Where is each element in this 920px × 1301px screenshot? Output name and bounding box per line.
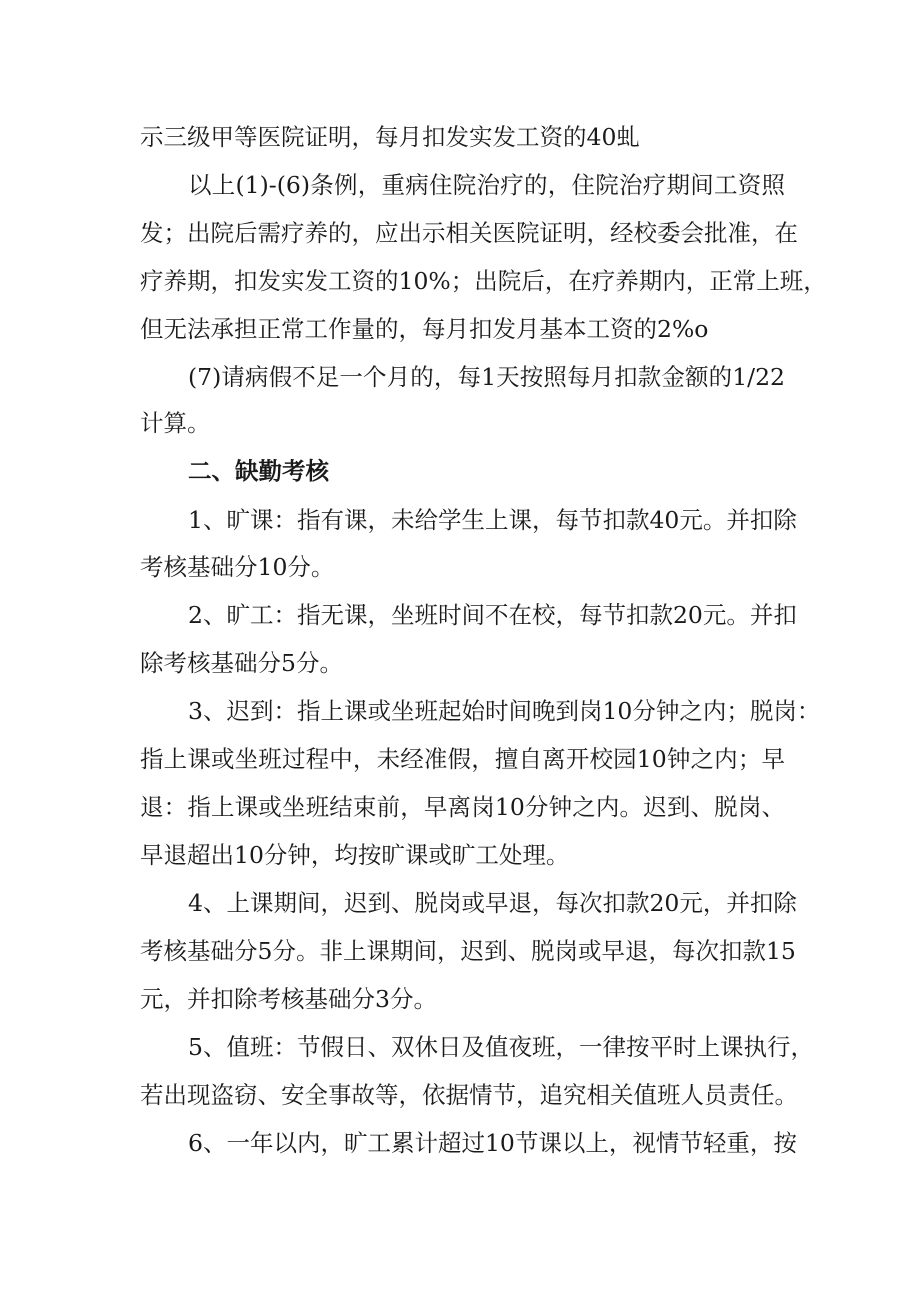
text-line: 以上(1)-(6)条例，重病住院治疗的，住院治疗期间工资照 xyxy=(188,171,785,199)
text-line: 若出现盗窃、安全事故等，依据情节，追究相关值班人员责任。 xyxy=(140,1081,798,1109)
text-line: 计算。 xyxy=(140,409,211,437)
text-line: 4、上课期间，迟到、脱岗或早退，每次扣款20元，并扣除 xyxy=(188,889,797,917)
text-line: 2、旷工：指无课，坐班时间不在校，每节扣款20元。并扣 xyxy=(188,601,797,629)
text-line: 疗养期，扣发实发工资的10%；出院后，在疗养期内，正常上班， xyxy=(140,267,827,295)
section-heading: 二、缺勤考核 xyxy=(188,457,329,485)
text-line: (7)请病假不足一个月的，每1天按照每月扣款金额的1/22 xyxy=(188,363,785,391)
text-line: 示三级甲等医院证明，每月扣发实发工资的40虬 xyxy=(140,123,640,151)
text-line: 发；出院后需疗养的，应出示相关医院证明，经校委会批准，在 xyxy=(140,219,798,247)
text-line: 考核基础分5分。非上课期间，迟到、脱岗或早退，每次扣款15 xyxy=(140,937,796,965)
text-line: 元，并扣除考核基础分3分。 xyxy=(140,985,437,1013)
text-line: 退：指上课或坐班结束前，早离岗10分钟之内。迟到、脱岗、 xyxy=(140,793,785,821)
text-line: 6、一年以内，旷工累计超过10节课以上，视情节轻重，按 xyxy=(188,1129,797,1157)
text-line: 5、值班：节假日、双休日及值夜班，一律按平时上课执行， xyxy=(188,1033,814,1061)
text-line: 3、迟到：指上课或坐班起始时间晚到岗10分钟之内；脱岗： xyxy=(188,697,821,725)
text-line: 但无法承担正常工作量的，每月扣发月基本工资的2%o xyxy=(140,315,709,343)
text-line: 1、旷课：指有课，未给学生上课，每节扣款40元。并扣除 xyxy=(188,506,797,534)
text-line: 除考核基础分5分。 xyxy=(140,649,343,677)
text-line: 早退超出10分钟，均按旷课或旷工处理。 xyxy=(140,841,570,869)
text-line: 考核基础分10分。 xyxy=(140,553,335,581)
text-line: 指上课或坐班过程中，未经准假，擅自离开校园10钟之内；早 xyxy=(140,745,785,773)
